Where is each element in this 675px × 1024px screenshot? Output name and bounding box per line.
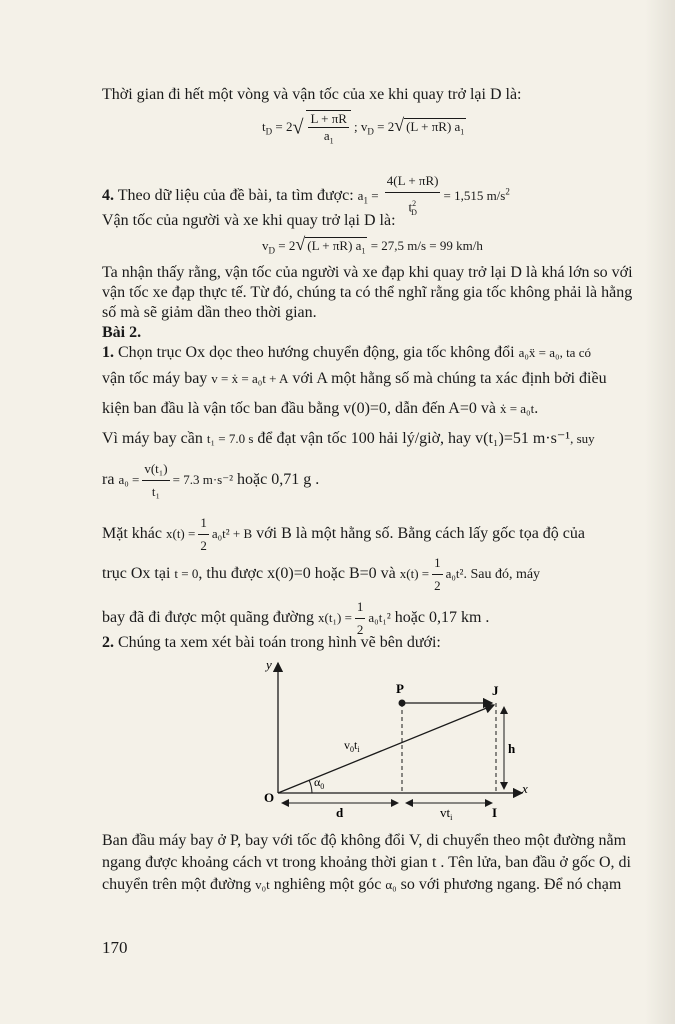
label-p: P xyxy=(396,681,404,696)
vd-intro-line: Vận tốc của người và xe khi quay trở lại D là: xyxy=(102,212,396,229)
missile-path xyxy=(278,705,494,793)
equation-vd-value: $v_D = 2√$ (L + πR) $a_1 = 27,5$ m/s = 99 km/h xyxy=(262,234,483,256)
label-h: h xyxy=(508,741,516,756)
angle-arc xyxy=(309,780,312,793)
bai2-p1-line2: vận tốc máy bay v = ẋ = a₀t + A với A một hằng số mà chúng ta xác định bởi điều xyxy=(102,370,607,387)
label-v0t: $v_0t_i$ xyxy=(344,738,360,754)
section4-line: 4. Theo dữ liệu của đề bài, ta tìm được: $a_1$ = $\frac{4(L + \pi R)}{t^2_D}$ = 1,515 $m/s^2$ xyxy=(102,170,675,224)
label-o: O xyxy=(264,790,275,805)
equation-td-vd: $t_D = 2√$ $\frac{L + \pi R}{a_1}$ ; $v_D = 2√$ (L + πR) $a_1$ xyxy=(262,111,465,146)
remark-line-2: vận tốc xe đạp thực tế. Từ đó, chúng ta có thể nghĩ rằng gia tốc không phải là hằng xyxy=(102,284,633,301)
remark-line-1: Ta nhận thấy rằng, vận tốc của người và xe đạp khi quay trở lại D là khá lớn so với xyxy=(102,264,633,281)
bai2-p1-line1: 1. Chọn trục Ox dọc theo hướng chuyển động, gia tốc không đổi a₀ẍ = a₀, ta có xyxy=(102,344,591,361)
after-line-2: ngang được khoảng cách vt trong khoảng thời gian t . Tên lửa, ban đầu ở gốc O, di xyxy=(102,854,631,871)
bai2-p2-line: 2. Chúng ta xem xét bài toán trong hình vẽ bên dưới: xyxy=(102,634,441,651)
page-number: 170 xyxy=(102,938,128,957)
label-d: d xyxy=(336,805,344,820)
label-vt: $vt_i$ xyxy=(440,805,453,820)
projectile-diagram xyxy=(260,655,540,820)
label-alpha: $\alpha_0$ xyxy=(314,775,325,791)
label-y: y xyxy=(266,657,272,672)
label-x: x xyxy=(522,781,528,796)
bai2-p1-line6: Mặt khác x(t) = $\frac{1}{2}$ a₀t² + B với B là một hằng số. Bằng cách lấy gốc tọa độ của xyxy=(102,512,675,557)
remark-line-3: số mà sẽ giảm dần theo thời gian. xyxy=(102,304,317,321)
intro-line: Thời gian đi hết một vòng và vận tốc của xe khi quay trở lại D là: xyxy=(102,86,522,103)
bai2-p1-line8: bay đã đi được một quãng đường x(t₁) = $\frac{1}{2}$ a₀t₁² hoặc 0,17 km . xyxy=(102,596,675,641)
bai2-title: Bài 2. xyxy=(102,324,142,341)
after-line-3: chuyển trên một đường v₀t nghiêng một góc α₀ so với phương ngang. Để nó chạm xyxy=(102,876,622,893)
after-line-1: Ban đầu máy bay ở P, bay với tốc độ không đổi V, di chuyển theo một đường nằm xyxy=(102,832,627,849)
bai2-p1-line4: Vì máy bay cần t₁ = 7.0 s để đạt vận tốc 100 hải lý/giờ, hay v(t₁)=51 m·s⁻¹, suy xyxy=(102,430,595,447)
label-j: J xyxy=(492,683,499,698)
bai2-p1-line5: ra a₀ = $\frac{\text{v(t₁)}}{\text{t₁}}$ = 7.3 m·s⁻² hoặc 0,71 g . xyxy=(102,458,675,503)
bai2-p1-line3: kiện ban đầu là vận tốc ban đầu bằng v(0)=0, dẫn đến A=0 và ẋ = a₀t. xyxy=(102,400,539,417)
label-i: I xyxy=(492,805,498,820)
section4-label: 4. xyxy=(102,186,114,204)
bai2-p1-line7: trục Ox tại t = 0, thu được x(0)=0 hoặc B=0 và x(t) = $\frac{1}{2}$ a₀t². Sau đó, máy xyxy=(102,552,675,597)
